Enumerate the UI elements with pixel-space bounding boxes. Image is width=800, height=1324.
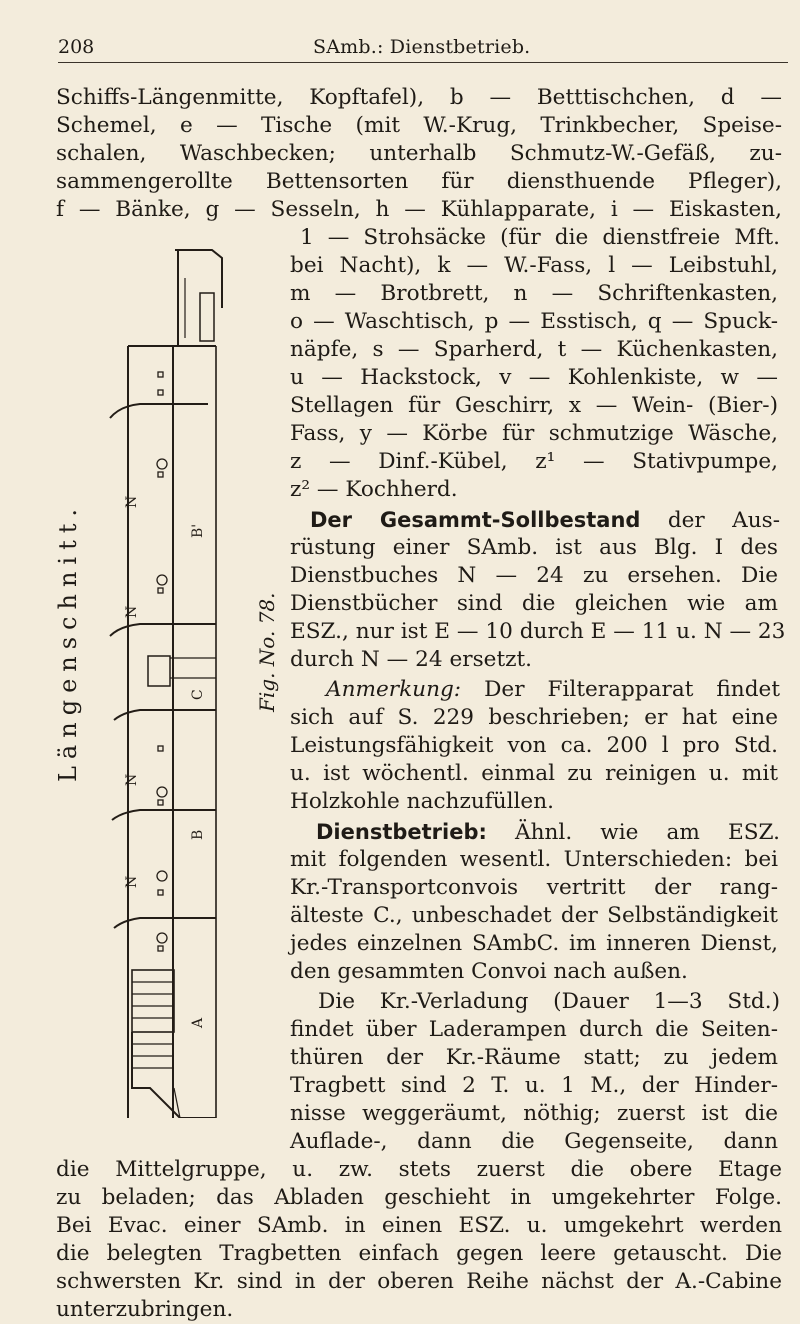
- text-line: schalen, Waschbecken; unterhalb Schmutz-W.-Gefäß, zu-: [56, 141, 782, 166]
- verladung-line: Die Kr.-Verladung (Dauer 1—3 Std.): [318, 989, 780, 1014]
- verladung-line: thüren der Kr.-Räume statt; zu jedem: [290, 1045, 778, 1070]
- anmerkung-label: Anmerkung:: [326, 677, 462, 702]
- figure-side-label: Längenschnitt.: [54, 502, 82, 782]
- legend-line: o — Waschtisch, p — Esstisch, q — Spuck-: [290, 309, 778, 334]
- sollbestand-line: Dienstbuches N — 24 zu ersehen. Die: [290, 563, 778, 588]
- text-line: unterzubringen.: [56, 1297, 234, 1322]
- legend-line: m — Brotbrett, n — Schriftenkasten,: [290, 281, 778, 306]
- figure-letter-B-prime: B': [190, 523, 206, 538]
- sollbestand-line: rüstung einer SAmb. ist aus Blg. I des: [290, 535, 778, 560]
- figure-letter-N: N: [124, 875, 140, 888]
- anmerkung-first-line: [326, 676, 780, 704]
- dienstbetrieb-first-line: [316, 818, 780, 846]
- text-line: schwersten Kr. sind in der oberen Reihe nächst der A.-Cabine: [56, 1269, 782, 1294]
- sollbestand-line: ESZ., nur ist E — 10 durch E — 11 u. N — 23: [290, 619, 786, 644]
- dienstbetrieb-line: mit folgenden wesentl. Unterschieden: bei: [290, 847, 778, 872]
- sollbestand-line: durch N — 24 ersetzt.: [290, 647, 533, 672]
- dienstbetrieb-line: jedes einzelnen SAmbC. im inneren Dienst,: [290, 931, 778, 956]
- figure-letter-N: N: [124, 773, 140, 786]
- dienstbetrieb-line: den gesammten Convoi nach außen.: [290, 959, 688, 984]
- anmerkung-line: u. ist wöchentl. einmal zu reinigen u. mit: [290, 761, 778, 786]
- figure-letter-N: N: [124, 495, 140, 508]
- verladung-line: Auflade-, dann die Gegenseite, dann: [290, 1129, 778, 1154]
- legend-line: Stellagen für Geschirr, x — Wein- (Bier-): [290, 393, 778, 418]
- figure-letter-N: N: [124, 605, 140, 618]
- verladung-line: Tragbett sind 2 T. u. 1 M., der Hinder-: [290, 1073, 778, 1098]
- dienstbetrieb-heading: Dienstbetrieb:: [316, 820, 487, 844]
- anmerkung-line: sich auf S. 229 beschrieben; er hat eine: [290, 705, 778, 730]
- text-line: zu beladen; das Abladen geschieht in umgekehrter Folge.: [56, 1185, 782, 1210]
- figure-letter-B: B: [190, 829, 206, 840]
- legend-line: u — Hackstock, v — Kohlenkiste, w —: [290, 365, 778, 390]
- dienstbetrieb-line: älteste C., unbeschadet der Selbständigkeit: [290, 903, 778, 928]
- anmerkung-line1-rest: Der Filterapparat findet: [484, 677, 780, 702]
- text-line: Bei Evac. einer SAmb. in einen ESZ. u. umgekehrt werden: [56, 1213, 782, 1238]
- legend-line: bei Nacht), k — W.-Fass, l — Leibstuhl,: [290, 253, 778, 278]
- legend-line: z² — Kochherd.: [290, 477, 458, 502]
- sollbestand-heading: Der Gesammt-Sollbestand: [310, 508, 641, 532]
- text-line: die Mittelgruppe, u. zw. stets zuerst die obere Etage: [56, 1157, 782, 1182]
- legend-line: Fass, y — Körbe für schmutzige Wäsche,: [290, 421, 778, 446]
- page-number: 208: [58, 36, 95, 58]
- verladung-line: findet über Laderampen durch die Seiten-: [290, 1017, 778, 1042]
- anmerkung-line: Holzkohle nachzufüllen.: [290, 789, 554, 814]
- legend-line: z — Dinf.-Kübel, z¹ — Stativpumpe,: [290, 449, 778, 474]
- anmerkung-line: Leistungsfähigkeit von ca. 200 l pro Std.: [290, 733, 778, 758]
- longitudinal-section-figure: [40, 238, 290, 1118]
- figure-caption: Fig. No. 78.: [255, 592, 279, 712]
- running-title: SAmb.: Dienstbetrieb.: [313, 36, 531, 58]
- sollbestand-line1-rest: der Aus-: [667, 508, 780, 533]
- text-line: f — Bänke, g — Sesseln, h — Kühlapparate, i — Eiskasten,: [56, 197, 782, 222]
- text-line: Schemel, e — Tische (mit W.-Krug, Trinkbecher, Speise-: [56, 113, 782, 138]
- text-line: sammengerollte Bettensorten für diensthuende Pfleger),: [56, 169, 782, 194]
- legend-line: näpfe, s — Sparherd, t — Küchenkasten,: [290, 337, 778, 362]
- text-line: Schiffs-Längenmitte, Kopftafel), b — Betttischchen, d —: [56, 85, 782, 110]
- figure-letter-A: A: [190, 1017, 206, 1028]
- figure-letter-C: C: [190, 689, 206, 700]
- text-line: die belegten Tragbetten einfach gegen leere getauscht. Die: [56, 1241, 782, 1266]
- legend-line: 1 — Strohsäcke (für die dienstfreie Mft.: [300, 225, 780, 250]
- sollbestand-first-line: [310, 506, 780, 534]
- bow-outline: [175, 250, 222, 308]
- verladung-line: nisse weggeräumt, nöthig; zuerst ist die: [290, 1101, 778, 1126]
- page-header: [58, 34, 780, 64]
- sollbestand-line: Dienstbücher sind die gleichen wie am: [290, 591, 778, 616]
- dienstbetrieb-line: Kr.-Transportconvois vertritt der rang-: [290, 875, 778, 900]
- dienstbetrieb-line1-rest: Ähnl. wie am ESZ.: [515, 820, 780, 845]
- header-rule: [58, 62, 788, 63]
